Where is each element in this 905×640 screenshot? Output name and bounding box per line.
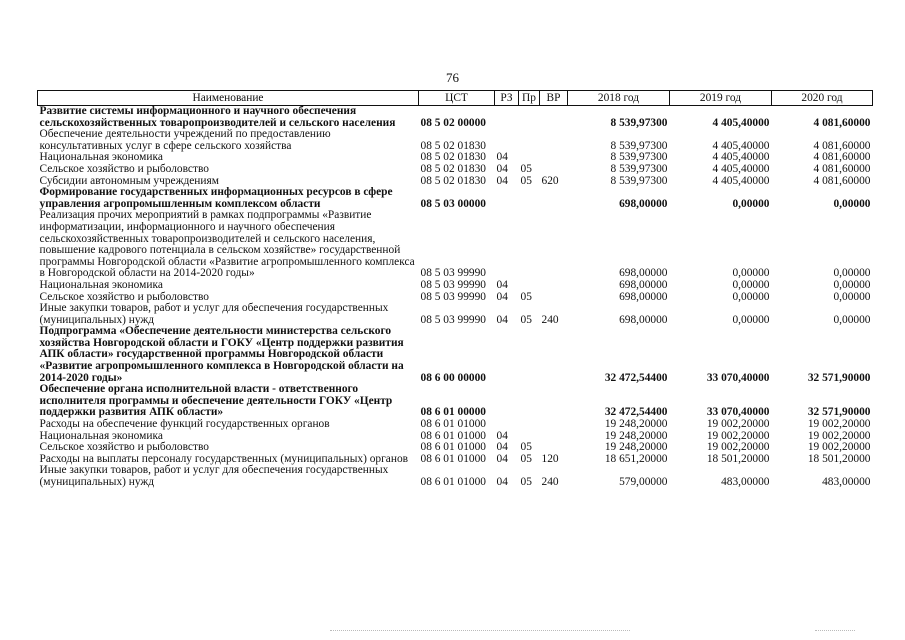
- row-cst: 08 5 02 01830: [420, 139, 486, 152]
- row-2020: 0,00000: [833, 290, 871, 303]
- row-rz: 04: [496, 290, 508, 303]
- row-vr: 240: [541, 313, 559, 326]
- row-2020: 32 571,90000: [807, 406, 871, 419]
- header-pr: Пр: [519, 91, 540, 106]
- row-vr: [540, 187, 568, 210]
- row-cst: 08 6 01 01000: [420, 441, 486, 454]
- row-name: Сельское хозяйство и рыболовство: [39, 441, 209, 454]
- row-cst: 08 5 03 00000: [420, 197, 486, 210]
- row-cst: 08 6 01 01000: [420, 476, 486, 488]
- row-2020: 19 002,20000: [807, 418, 871, 431]
- row-pr: [519, 187, 540, 210]
- row-2018: 8 539,97300: [610, 139, 668, 152]
- row-2020: 0,00000: [833, 278, 871, 291]
- row-pr: [519, 106, 540, 130]
- row-rz: [495, 210, 519, 280]
- row-rz: [495, 106, 519, 130]
- row-2020: 0,00000: [833, 267, 871, 280]
- row-cst: 08 5 02 00000: [420, 116, 486, 129]
- row-pr: 05: [520, 441, 532, 454]
- row-rz: [495, 419, 519, 431]
- row-name: Обеспечение органа исполнительной власти - ответственного исполнителя программы и обеспечение деятельности ГОКУ «Центр поддержки развития АПК области»: [39, 383, 393, 419]
- row-rz: 04: [496, 452, 508, 465]
- row-2019: 19 002,20000: [706, 429, 770, 442]
- header-2019: 2019 год: [670, 91, 772, 106]
- row-2019: 0,00000: [732, 278, 770, 291]
- row-vr: [540, 106, 568, 130]
- row-name: Иные закупки товаров, работ и услуг для обеспечения государственных (муниципальных) нужд: [39, 464, 389, 488]
- row-cst: 08 6 00 00000: [420, 371, 486, 384]
- row-name: Обеспечение деятельности учреждений по предоставлению консультативных услуг в сфере сельского хозяйства: [39, 128, 331, 152]
- row-name: Сельское хозяйство и рыболовство: [39, 162, 209, 175]
- row-rz: [495, 129, 519, 152]
- row-cst: 08 5 02 01830: [420, 174, 486, 187]
- row-2019: 4 405,40000: [712, 151, 770, 164]
- row-rz: [495, 384, 519, 419]
- row-2018: 579,00000: [619, 476, 668, 488]
- row-pr: 05: [520, 452, 532, 465]
- table-row: [38, 384, 873, 419]
- row-2020: 0,00000: [833, 197, 871, 210]
- row-name: Национальная экономика: [39, 429, 163, 442]
- scan-artifact: [815, 630, 855, 633]
- row-2019: 4 405,40000: [712, 162, 770, 175]
- row-2019: 0,00000: [732, 267, 770, 280]
- row-2018: 8 539,97300: [610, 162, 668, 175]
- row-rz: 04: [496, 174, 508, 187]
- row-vr: 620: [541, 174, 559, 187]
- row-2019: 4 405,40000: [712, 139, 770, 152]
- row-vr: 120: [541, 452, 559, 465]
- row-pr: 05: [520, 290, 532, 303]
- row-2018: 698,00000: [619, 290, 668, 303]
- row-name: Развитие системы информационного и научного обеспечения сельскохозяйственных товаропроизводителей и сельского населения: [39, 105, 396, 129]
- table-header-row: [38, 91, 873, 106]
- row-2018: 8 539,97300: [610, 151, 668, 164]
- row-2020: 483,00000: [822, 476, 871, 488]
- header-cst: ЦСТ: [419, 91, 495, 106]
- row-cst: 08 5 02 01830: [420, 151, 486, 164]
- row-vr: [540, 326, 568, 384]
- row-2018: 19 248,20000: [604, 441, 668, 454]
- row-pr: [519, 280, 540, 292]
- row-2020: 4 081,60000: [813, 174, 871, 187]
- row-2019: 4 405,40000: [712, 116, 770, 129]
- row-pr: [519, 384, 540, 419]
- row-2018: 698,00000: [619, 197, 668, 210]
- row-rz: 04: [496, 313, 508, 326]
- row-2019: 33 070,40000: [706, 371, 770, 384]
- table-row: [38, 129, 873, 152]
- row-2018: 8 539,97300: [610, 116, 668, 129]
- row-vr: [540, 164, 568, 176]
- row-rz: 04: [496, 441, 508, 454]
- row-vr: [540, 431, 568, 443]
- row-2020: 19 002,20000: [807, 441, 871, 454]
- row-2020: 4 081,60000: [813, 162, 871, 175]
- row-vr: [540, 419, 568, 431]
- row-vr: 240: [541, 476, 559, 488]
- row-pr: 05: [520, 162, 532, 175]
- row-rz: 04: [496, 151, 508, 164]
- row-cst: 08 6 01 00000: [420, 406, 486, 419]
- row-name: Реализация прочих мероприятий в рамках подпрограммы «Развитие информатизации, информационного и научного обеспечения сельскохозяйственных товаропроизводителей и сельского населения, повышение кадрового потенциала в сельском хозяйстве» государственной программы Новгородской области «Развитие агропромышленного комплекса в Новгородской области на 2014-2020 годы»: [39, 209, 415, 280]
- row-2020: 18 501,20000: [807, 452, 871, 465]
- row-cst: 08 6 01 01000: [420, 418, 486, 431]
- row-2018: 32 472,54400: [604, 406, 668, 419]
- row-pr: [519, 326, 540, 384]
- row-2020: 32 571,90000: [807, 371, 871, 384]
- table-row: [38, 326, 873, 384]
- row-2019: 483,00000: [721, 476, 770, 488]
- table-row: [38, 280, 873, 292]
- row-rz: 04: [496, 162, 508, 175]
- row-rz: 04: [496, 429, 508, 442]
- row-2019: 0,00000: [732, 313, 770, 326]
- row-2019: 19 002,20000: [706, 418, 770, 431]
- row-cst: 08 5 03 99990: [420, 290, 486, 303]
- row-pr: 05: [520, 476, 532, 488]
- row-rz: 04: [496, 278, 508, 291]
- row-name: Субсидии автономным учреждениям: [39, 174, 219, 187]
- header-name: Наименование: [38, 91, 419, 106]
- row-pr: [519, 419, 540, 431]
- table-row: [38, 210, 873, 280]
- row-rz: [495, 326, 519, 384]
- row-vr: [540, 152, 568, 164]
- header-rz: РЗ: [495, 91, 519, 106]
- row-pr: 05: [520, 174, 532, 187]
- row-2019: 4 405,40000: [712, 174, 770, 187]
- row-2020: 4 081,60000: [813, 139, 871, 152]
- row-2018: 698,00000: [619, 267, 668, 280]
- row-name: Формирование государственных информационных ресурсов в сфере управления агропромышленным комплексом области: [39, 186, 393, 210]
- header-2020: 2020 год: [772, 91, 873, 106]
- row-cst: 08 5 03 99990: [420, 278, 486, 291]
- row-name: Сельское хозяйство и рыболовство: [39, 290, 209, 303]
- row-name: Иные закупки товаров, работ и услуг для обеспечения государственных (муниципальных) нужд: [39, 302, 389, 326]
- scan-artifact: [330, 630, 630, 633]
- header-2018: 2018 год: [568, 91, 670, 106]
- row-2018: 698,00000: [619, 278, 668, 291]
- table-row: [38, 164, 873, 176]
- table-row: [38, 419, 873, 431]
- row-cst: 08 5 03 99990: [420, 313, 486, 326]
- row-2019: 33 070,40000: [706, 406, 770, 419]
- row-2019: 19 002,20000: [706, 441, 770, 454]
- row-2020: 4 081,60000: [813, 151, 871, 164]
- row-2018: 698,00000: [619, 313, 668, 326]
- row-name: Подпрограмма «Обеспечение деятельности министерства сельского хозяйства Новгородской области и ГОКУ «Центр поддержки развития АПК области» государственной программы Новгородской области «Развитие агропромышленного комплекса в Новгородской области на 2014-2020 годы»: [39, 325, 404, 384]
- row-2020: 19 002,20000: [807, 429, 871, 442]
- header-vr: ВР: [540, 91, 568, 106]
- row-pr: [519, 129, 540, 152]
- table-row: [38, 106, 873, 130]
- row-name: Расходы на обеспечение функций государственных органов: [39, 418, 330, 431]
- row-vr: [540, 280, 568, 292]
- row-name: Национальная экономика: [39, 278, 163, 291]
- row-2019: 18 501,20000: [706, 452, 770, 465]
- page-number: 76: [446, 70, 459, 85]
- row-2020: 4 081,60000: [813, 116, 871, 129]
- row-2020: 0,00000: [833, 313, 871, 326]
- row-2018: 19 248,20000: [604, 429, 668, 442]
- budget-table: [37, 90, 873, 489]
- row-2018: 8 539,97300: [610, 174, 668, 187]
- row-2018: 19 248,20000: [604, 418, 668, 431]
- row-2019: 0,00000: [732, 197, 770, 210]
- table-row: [38, 303, 873, 326]
- table-row: [38, 465, 873, 488]
- row-rz: 04: [496, 476, 508, 488]
- table-body: [38, 106, 873, 489]
- row-2018: 18 651,20000: [604, 452, 668, 465]
- row-2019: 0,00000: [732, 290, 770, 303]
- row-rz: [495, 187, 519, 210]
- table-row: [38, 187, 873, 210]
- row-vr: [540, 129, 568, 152]
- row-cst: 08 5 02 01830: [420, 162, 486, 175]
- row-name: Национальная экономика: [39, 151, 163, 164]
- row-cst: 08 6 01 01000: [420, 429, 486, 442]
- row-cst: 08 5 03 99990: [420, 267, 486, 280]
- row-pr: 05: [520, 313, 532, 326]
- row-vr: [540, 292, 568, 304]
- row-vr: [540, 210, 568, 280]
- row-name: Расходы на выплаты персоналу государственных (муниципальных) органов: [39, 452, 409, 465]
- row-cst: 08 6 01 01000: [420, 452, 486, 465]
- row-2018: 32 472,54400: [604, 371, 668, 384]
- row-vr: [540, 384, 568, 419]
- row-pr: [519, 210, 540, 280]
